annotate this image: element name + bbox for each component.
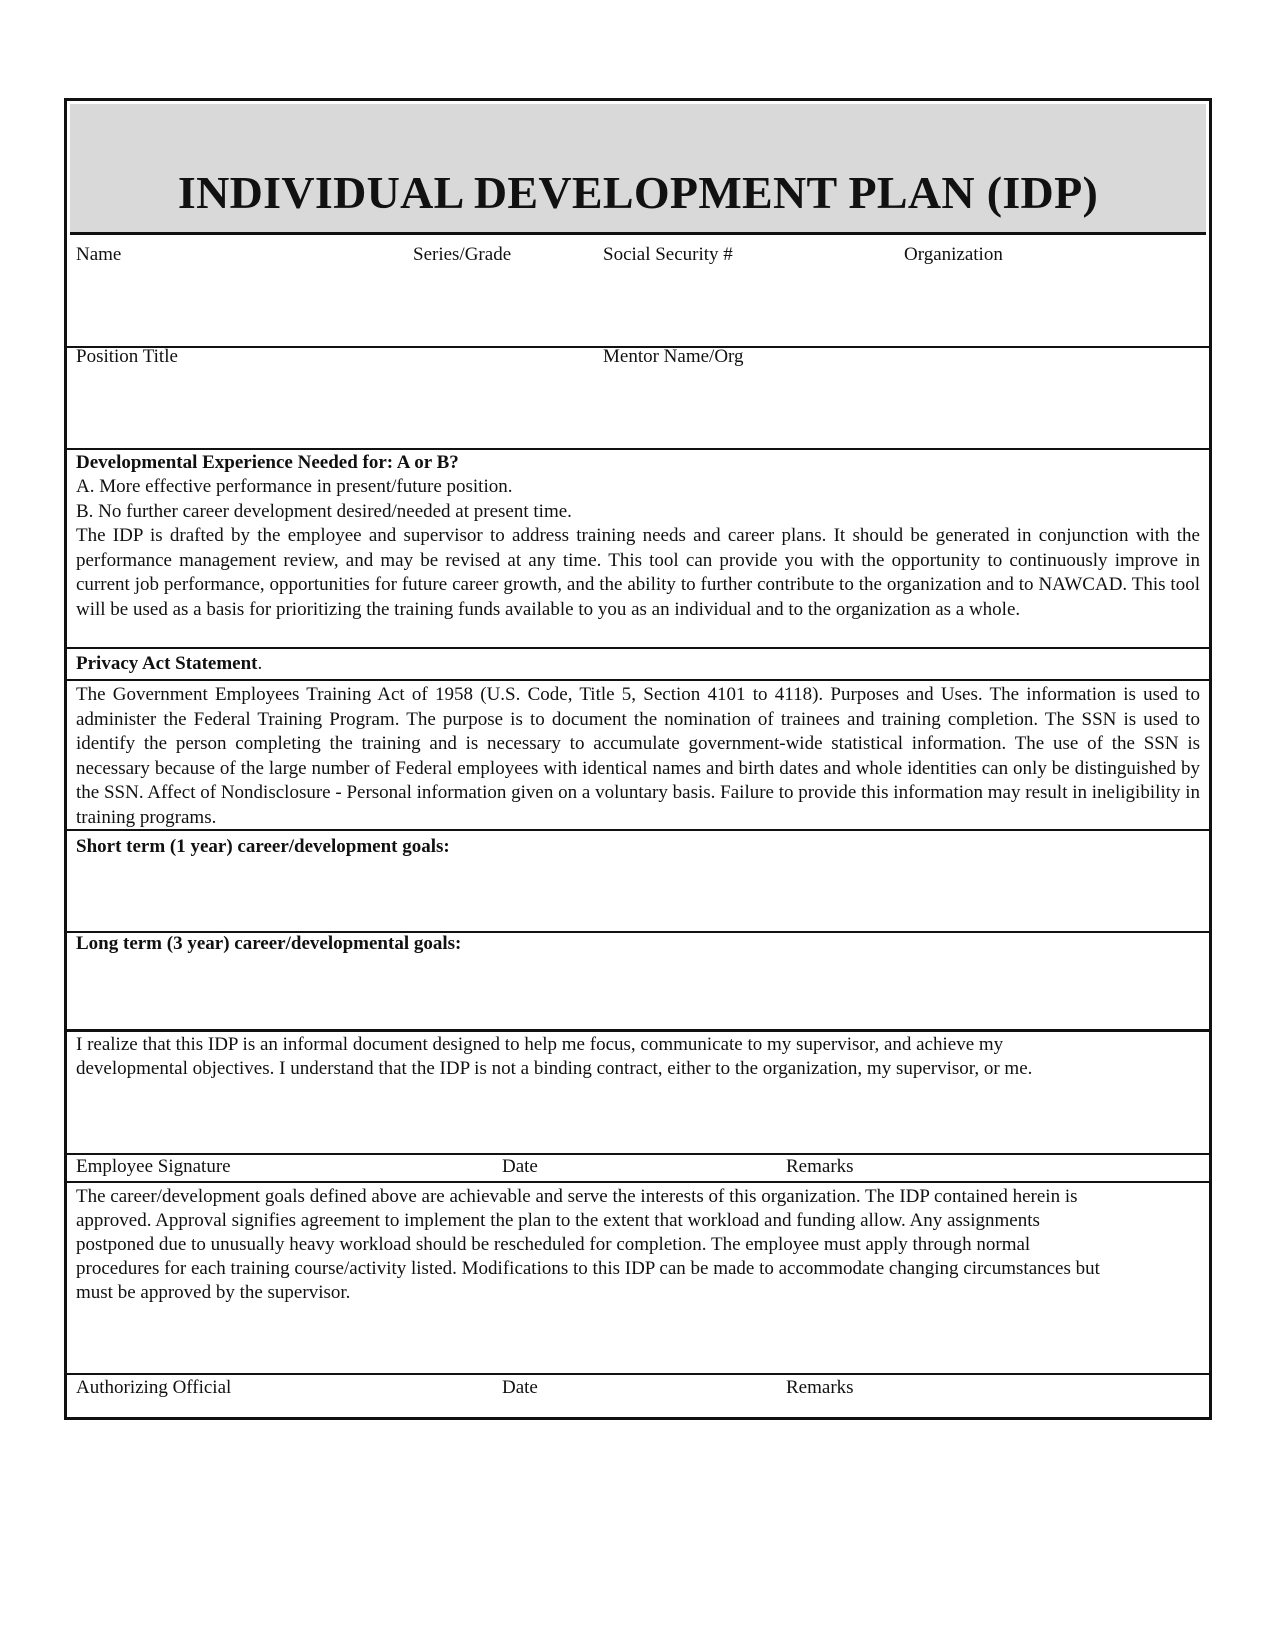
approval-line-5: must be approved by the supervisor. [76,1282,351,1303]
long-term-goals-label: Long term (3 year) career/developmental goals: [76,933,462,954]
form-title: INDIVIDUAL DEVELOPMENT PLAN (IDP) [177,167,1099,218]
divider [67,1029,1209,1032]
divider [67,448,1209,450]
privacy-body: The Government Employees Training Act of 1958 (U.S. Code, Title 5, Section 4101 to 4118). Purposes and Uses. The information is used to administer the Federal Training Program. The purpose is to document the nomination of trainees and training completion. The SSN is used to identify the person completing the training and is necessary to accumulate government-wide statistical information. The use of the SSN is necessary because of the large number of Federal employees with identical names and birth dates and whole identities can only be distinguished by the SSN. Affect of Nondisclosure - Personal information given on a voluntary basis. Failure to provide this information may result in ineligibility in training programs. [76,684,1200,828]
privacy-heading-suffix: . [257,653,263,674]
official-signature-label: Authorizing Official [76,1377,232,1398]
approval-line-1: The career/development goals defined above are achievable and serve the interests of this organization. The IDP contained herein is [76,1186,1078,1207]
divider [67,829,1209,831]
idp-description: The IDP is drafted by the employee and supervisor to address training needs and career plans. It should be generated in conjunction with the performance management review, and may be revised at any time. This tool can provide you with the opportunity to continuously improve in current job performance, opportunities for future career growth, and the ability to further contribute to the organization and to NAWCAD. This tool will be used as a basis for prioritizing the training funds available to you as an individual and to the organization as a whole. [76,525,1200,620]
approval-line-2: approved. Approval signifies agreement to implement the plan to the extent that workload and funding allow. Any assignments [76,1210,1040,1231]
organization-label: Organization [904,244,1003,265]
position-title-label: Position Title [76,346,178,367]
ssn-label: Social Security # [603,244,733,265]
official-remarks-label: Remarks [786,1377,854,1398]
employee-signature-label: Employee Signature [76,1156,231,1177]
privacy-heading-wrap [76,652,262,677]
mentor-label: Mentor Name/Org [603,346,744,367]
idp-form [64,98,1212,1420]
employee-remarks-label: Remarks [786,1156,854,1177]
series-grade-label: Series/Grade [413,244,512,265]
divider [67,1373,1209,1375]
divider [67,1153,1209,1155]
option-b: B. No further career development desired/needed at present time. [76,501,572,522]
acknowledgement-line-2: developmental objectives. I understand that the IDP is not a binding contract, either to the organization, my supervisor, or me. [76,1058,1033,1079]
approval-line-4: procedures for each training course/activity listed. Modifications to this IDP can be made to accommodate changing circumstances but [76,1258,1100,1279]
short-term-goals-label: Short term (1 year) career/development goals: [76,836,450,857]
employee-date-label: Date [502,1156,538,1177]
divider [67,1181,1209,1183]
divider [67,647,1209,649]
dev-experience-heading: Developmental Experience Needed for: A or B? [76,452,459,473]
divider [67,679,1209,681]
name-label: Name [76,244,122,265]
official-date-label: Date [502,1377,538,1398]
privacy-heading: Privacy Act Statement [76,653,258,674]
option-a: A. More effective performance in present/future position. [76,476,513,497]
acknowledgement-line-1: I realize that this IDP is an informal document designed to help me focus, communicate to my supervisor, and achieve my [76,1034,1004,1055]
approval-line-3: postponed due to unusually heavy workload should be rescheduled for completion. The employee must apply through normal [76,1234,1031,1255]
title-bar [70,104,1206,235]
